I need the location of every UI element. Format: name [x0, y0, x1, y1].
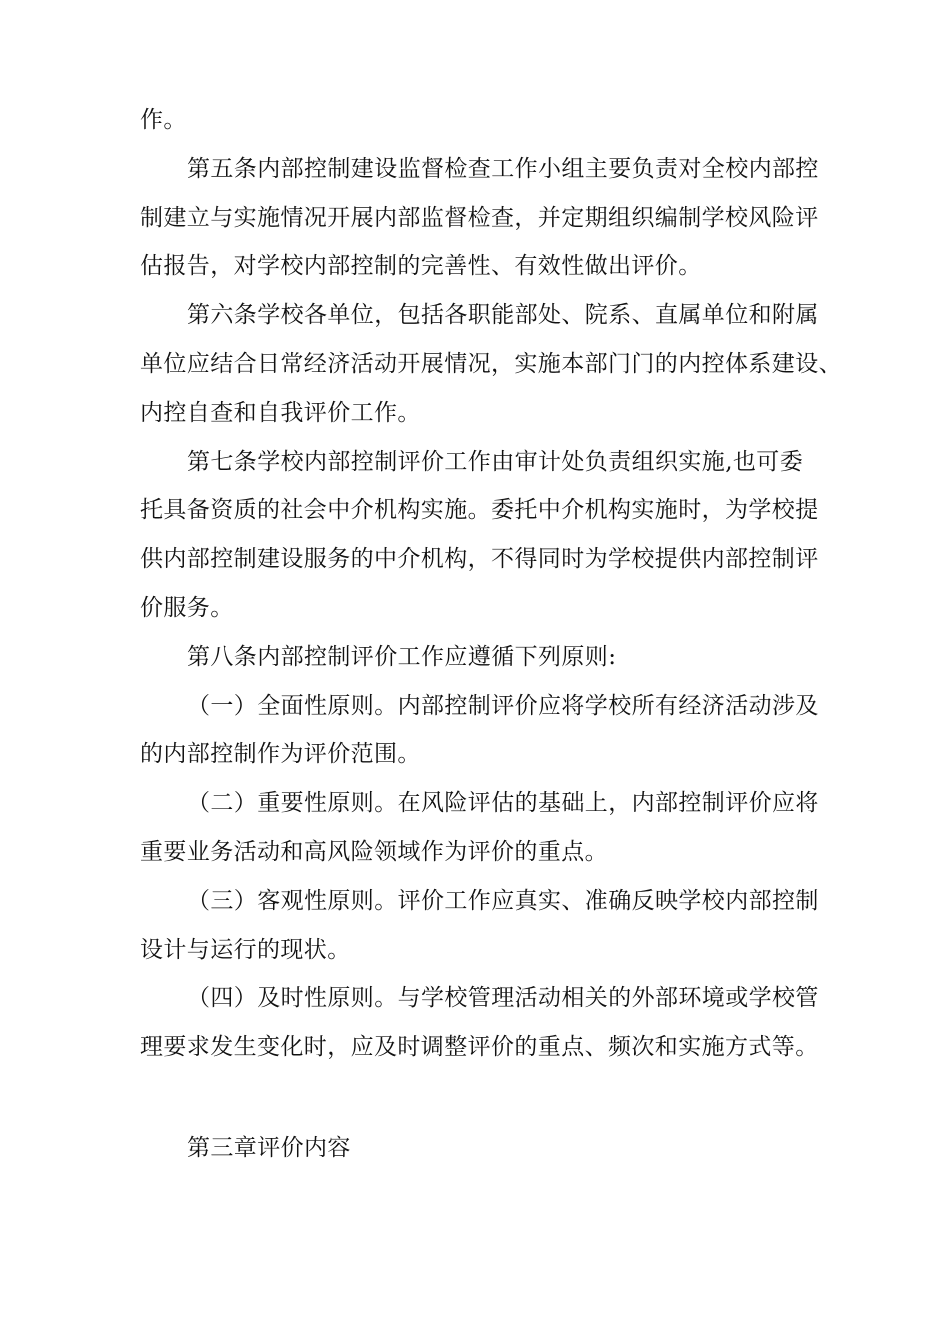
- text-line: 重要业务活动和高风险领域作为评价的重点。: [140, 838, 608, 865]
- text-line: 理要求发生变化时，应及时调整评价的重点、频次和实施方式等。: [140, 1034, 819, 1061]
- document-page: [140, 96, 842, 1173]
- text-line: 估报告，对学校内部控制的完善性、有效性做出评价。: [140, 253, 702, 280]
- principle-1-line-1: （一）全面性原则。内部控制评价应将学校所有经济活动涉及: [187, 692, 819, 719]
- principle-4-line-1: （四）及时性原则。与学校管理活动相关的外部环境或学校管: [187, 985, 819, 1012]
- text-line: 制建立与实施情况开展内部监督检查，并定期组织编制学校风险评: [140, 204, 819, 231]
- blank-space: [140, 1072, 830, 1124]
- text-line: 内控自查和自我评价工作。: [140, 399, 421, 426]
- article-5-line-1: 第五条内部控制建设监督检查工作小组主要负责对全校内部控: [187, 155, 819, 182]
- text-line: 作。: [140, 107, 187, 133]
- text-line: 的内部控制作为评价范围。: [140, 741, 421, 768]
- chapter-heading: 第三章评价内容: [187, 1134, 351, 1161]
- text-line: 单位应结合日常经济活动开展情况，实施本部门门的内控体系建设、: [140, 350, 842, 377]
- text-line: 价服务。: [140, 594, 234, 621]
- text-line: 设计与运行的现状。: [140, 936, 351, 963]
- text-line: 供内部控制建设服务的中介机构，不得同时为学校提供内部控制评: [140, 546, 819, 573]
- article-7-line-1: 第七条学校内部控制评价工作由审计处负责组织实施,也可委: [187, 448, 804, 475]
- principle-3-line-1: （三）客观性原则。评价工作应真实、准确反映学校内部控制: [187, 887, 819, 914]
- text-line: 托具备资质的社会中介机构实施。委托中介机构实施时，为学校提: [140, 497, 819, 524]
- principle-2-line-1: （二）重要性原则。在风险评估的基础上，内部控制评价应将: [187, 790, 819, 817]
- article-6-line-1: 第六条学校各单位，包括各职能部处、院系、直属单位和附属: [187, 302, 819, 329]
- article-8-line-1: 第八条内部控制评价工作应遵循下列原则:: [187, 643, 617, 670]
